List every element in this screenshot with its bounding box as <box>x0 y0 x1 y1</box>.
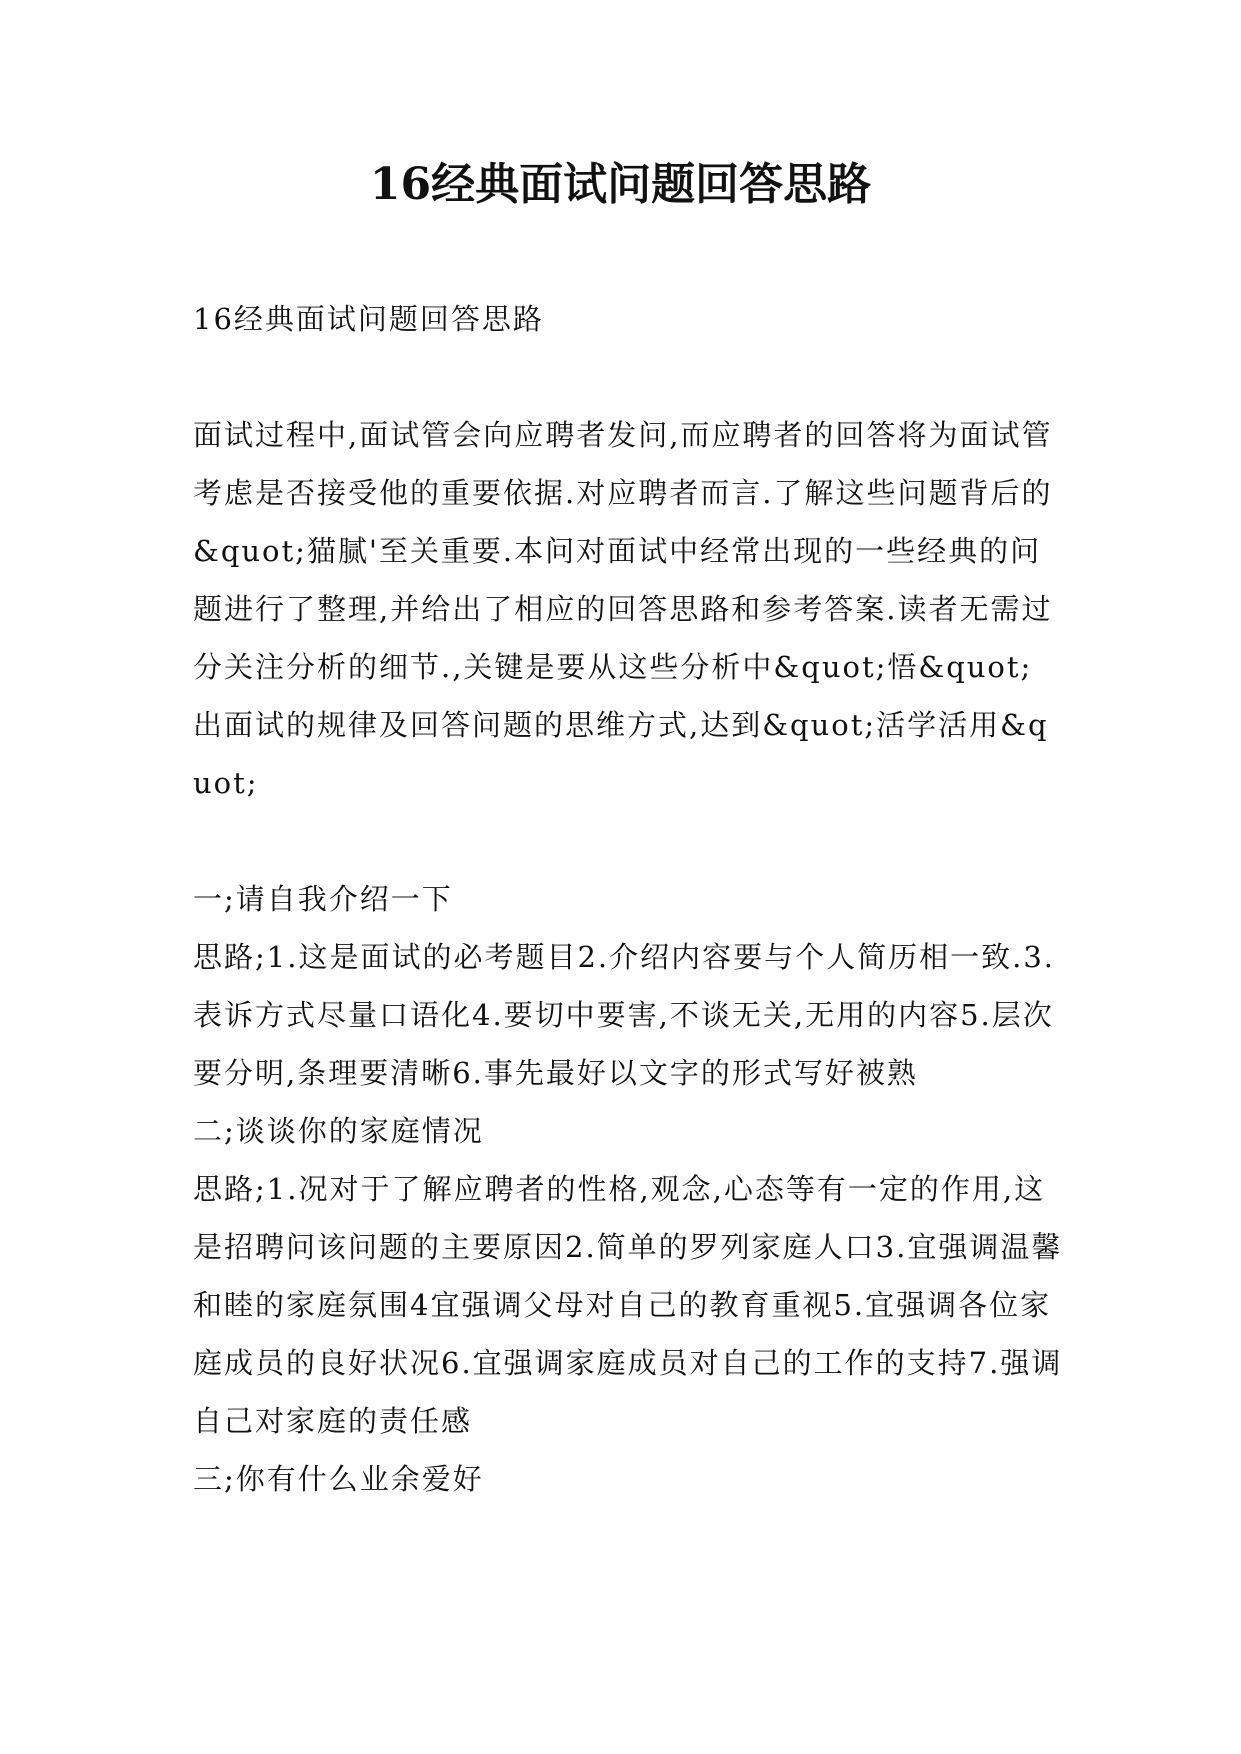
document-body <box>193 290 1063 1508</box>
document-subtitle: 16经典面试问题回答思路 <box>193 302 544 336</box>
section-heading: 一;请自我介绍一下 <box>193 882 453 916</box>
section-body: 思路;1.这是面试的必考题目2.介绍内容要与个人简历相一致.3.表诉方式尽量口语化4.要切中要害,不谈无关,无用的内容5.层次要分明,条理要清晰6.事先最好以文字的形式写好被熟 <box>193 940 1055 1090</box>
section-heading: 三;你有什么业余爱好 <box>193 1462 484 1496</box>
section-body: 思路;1.况对于了解应聘者的性格,观念,心态等有一定的作用,这是招聘问该问题的主要原因2.简单的罗列家庭人口3.宜强调温馨和睦的家庭氛围4宜强调父母对自己的教育重视5.宜强调各位家庭成员的良好状况6.宜强调家庭成员对自己的工作的支持7.强调自己对家庭的责任感 <box>193 1172 1063 1438</box>
section-heading: 二;谈谈你的家庭情况 <box>193 1114 484 1148</box>
intro-paragraph: 面试过程中,面试管会向应聘者发问,而应聘者的回答将为面试管考虑是否接受他的重要依据.对应聘者而言.了解这些问题背后的&quot;猫腻'至关重要.本问对面试中经常出现的一些经典的问题进行了整理,并给出了相应的回答思路和参考答案.读者无需过分关注分析的细节.,关键是要从这些分析中&quot;悟&quot;出面试的规律及回答问题的思维方式,达到&quot;活学活用&quot; <box>193 418 1053 800</box>
document-title: 16经典面试问题回答思路 <box>369 159 872 210</box>
